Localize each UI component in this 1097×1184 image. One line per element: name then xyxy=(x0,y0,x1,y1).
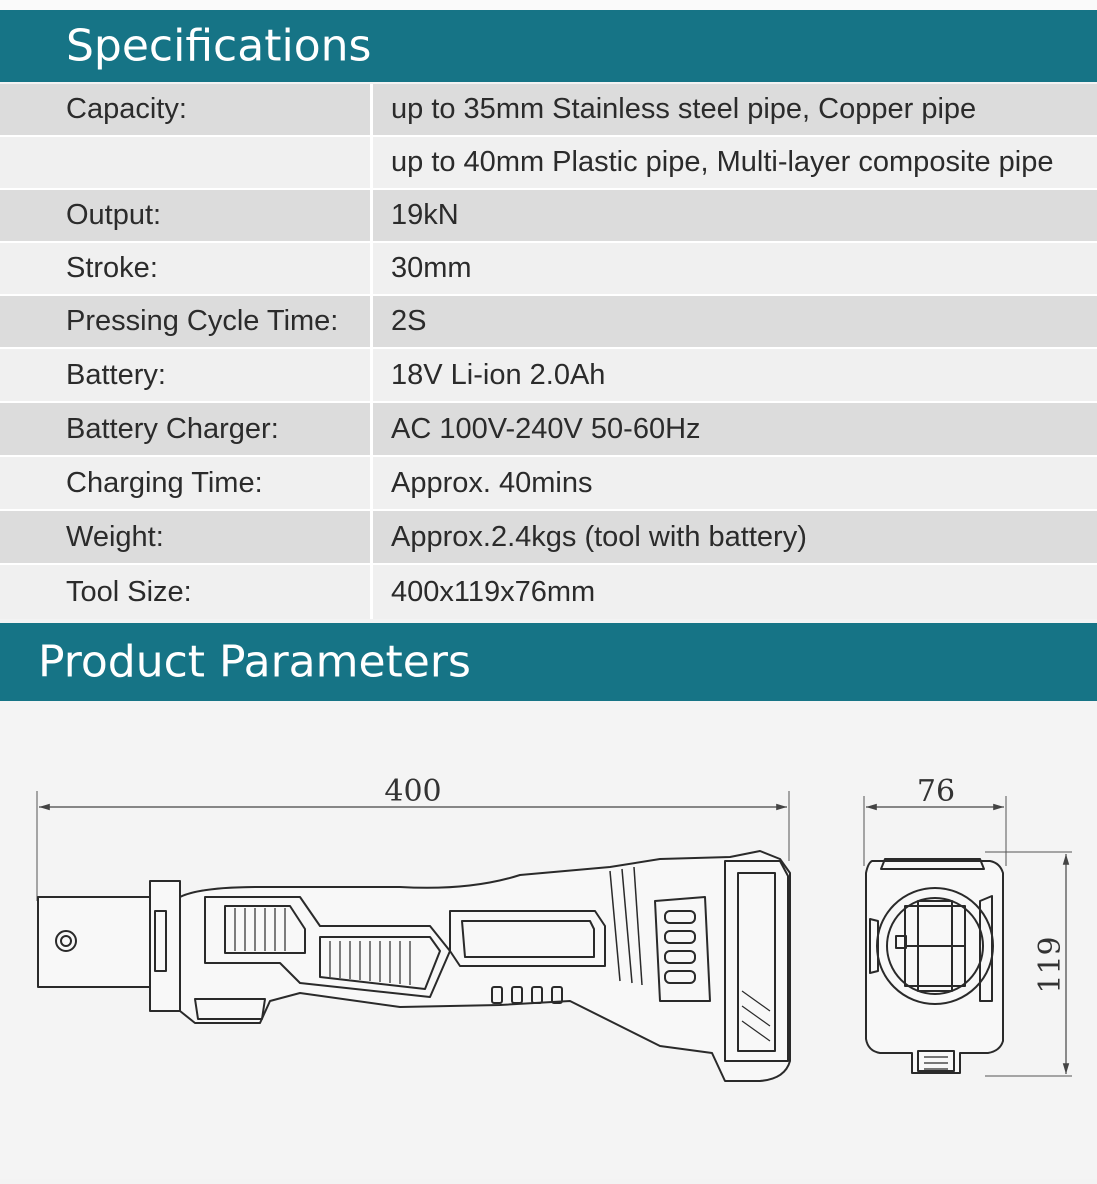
width-dimension xyxy=(864,774,1006,866)
spec-value: 2S xyxy=(391,305,427,337)
spec-label: Stroke: xyxy=(0,243,373,294)
spec-value: Approx. 40mins xyxy=(391,466,593,499)
spec-table xyxy=(0,84,1097,619)
spec-value: 400x119x76mm xyxy=(391,575,596,608)
width-label: 76 xyxy=(916,774,956,809)
spec-label xyxy=(0,137,373,188)
specifications-banner xyxy=(0,10,1097,82)
top-strip xyxy=(0,0,1097,10)
spec-value: 18V Li-ion 2.0Ah xyxy=(391,358,606,391)
technical-drawing xyxy=(0,701,1097,1179)
spec-label: Battery: xyxy=(0,349,373,401)
spec-label: Pressing Cycle Time: xyxy=(0,296,373,347)
specifications-title: Specifications xyxy=(66,20,372,72)
product-parameters-title: Product Parameters xyxy=(38,636,471,688)
spec-label: Output: xyxy=(0,190,373,241)
spec-value: AC 100V-240V 50-60Hz xyxy=(391,412,701,445)
spec-value: 30mm xyxy=(391,252,472,284)
spec-row xyxy=(0,511,1097,565)
product-parameters-banner xyxy=(0,623,1097,701)
spec-label: Battery Charger: xyxy=(0,403,373,455)
length-label: 400 xyxy=(384,774,442,809)
spec-value: 19kN xyxy=(391,199,459,231)
spec-row xyxy=(0,296,1097,349)
spec-value: Approx.2.4kgs (tool with battery) xyxy=(391,520,807,553)
spec-label: Weight: xyxy=(0,511,373,563)
spec-value: up to 40mm Plastic pipe, Multi-layer composite pipe xyxy=(391,146,1054,178)
spec-row xyxy=(0,137,1097,190)
spec-label: Capacity: xyxy=(0,84,373,135)
height-label: 119 xyxy=(1033,936,1068,994)
spec-row xyxy=(0,84,1097,137)
spec-row xyxy=(0,457,1097,511)
spec-row xyxy=(0,190,1097,243)
tool-side-view xyxy=(38,851,790,1081)
spec-row xyxy=(0,565,1097,619)
spec-row xyxy=(0,349,1097,403)
tool-end-view xyxy=(866,859,1003,1073)
spec-label: Charging Time: xyxy=(0,457,373,509)
spec-label: Tool Size: xyxy=(0,565,373,619)
spec-row xyxy=(0,403,1097,457)
spec-value: up to 35mm Stainless steel pipe, Copper pipe xyxy=(391,93,977,125)
spec-row xyxy=(0,243,1097,296)
drawing-svg xyxy=(0,701,1097,1179)
